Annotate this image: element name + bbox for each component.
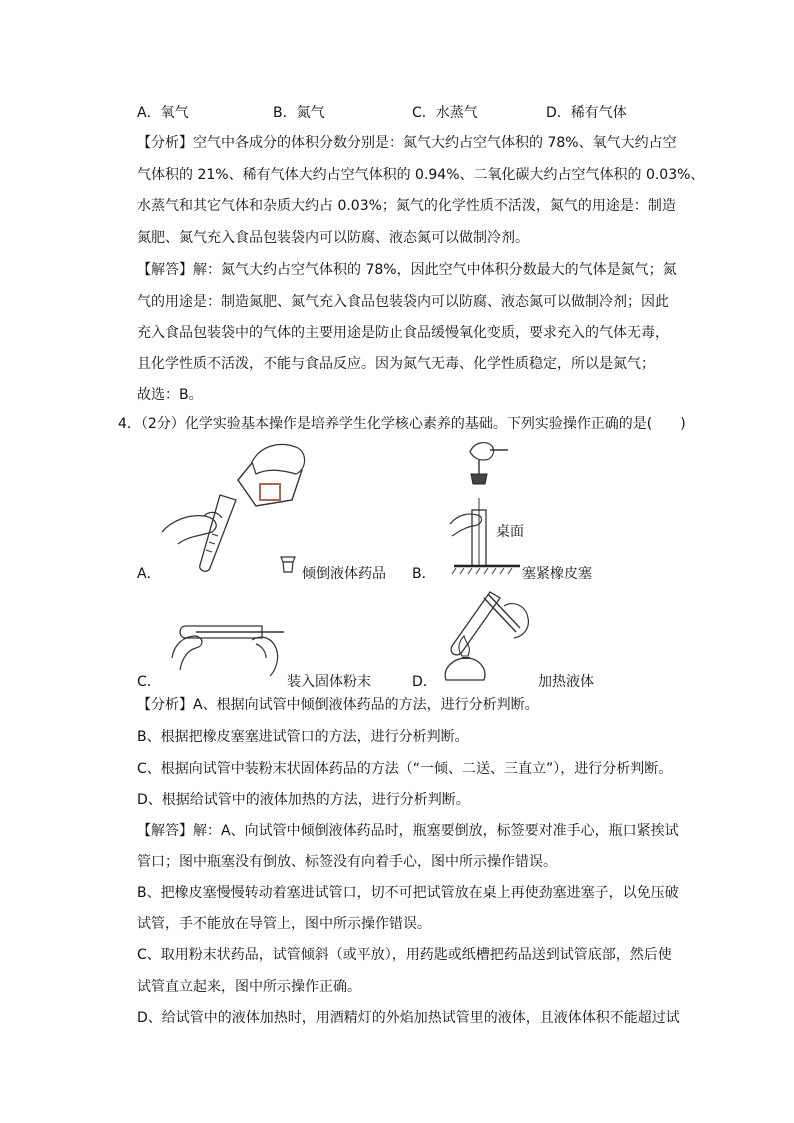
q3-option-a: A．氧气 [137, 105, 189, 121]
q3-option-c: C．水蒸气 [412, 105, 478, 121]
q4-analysis-line-4: D、根据给试管中的液体加热的方法，进行分析判断。 [137, 792, 470, 808]
q4-answer-line-3: B、把橡皮塞慢慢转动着塞进试管口，切不可把试管放在桌上再使劲塞进塞子，以免压破 [137, 885, 679, 901]
figure-b-stopper-on-desk [440, 438, 520, 576]
q3-answer-line-5: 故选：B。 [137, 387, 203, 403]
q4-answer-line-6: 试管直立起来，图中所示操作正确。 [137, 979, 361, 995]
figure-a-caption: 倾倒液体药品 [302, 566, 386, 582]
q3-answer-line-4: 且化学性质不活泼，不能与食品反应。因为氮气无毒、化学性质稳定，所以是氮气； [137, 356, 655, 372]
figure-a-letter: A． [137, 566, 161, 582]
q3-answer-line-2: 气的用途是：制造氮肥、氮气充入食品包装袋内可以防腐、液态氮可以做制冷剂；因此 [137, 294, 669, 310]
figure-d-letter: D． [412, 674, 437, 690]
q4-answer-line-2: 管口；图中瓶塞没有倒放、标签没有向着手心，图中所示操作错误。 [137, 854, 557, 870]
q4-analysis-line-1: 【分析】A、根据向试管中倾倒液体药品的方法，进行分析判断。 [137, 697, 539, 713]
q3-answer-line-1: 【解答】解：氮气大约占空气体积的 78%，因此空气中体积分数最大的气体是氮气；氮 [137, 262, 677, 278]
figure-b-desk-label: 桌面 [496, 524, 524, 540]
figure-a-stopper [278, 555, 298, 575]
q4-answer-line-1: 【解答】解：A、向试管中倾倒液体药品时，瓶塞要倒放，标签要对准手心，瓶口紧挨试 [137, 823, 679, 839]
q4-analysis-line-3: C、根据向试管中装粉末状固体药品的方法（“一倾、二送、三直立”），进行分析判断。 [137, 761, 673, 777]
q3-analysis-line-1: 【分析】空气中各成分的体积分数分别是：氮气大约占空气体积的 78%、氧气大约占空 [137, 135, 677, 151]
q4-answer-line-4: 试管，手不能放在导管上，图中所示操作错误。 [137, 916, 431, 932]
figure-d-caption: 加热液体 [538, 674, 594, 690]
figure-b-letter: B． [412, 566, 436, 582]
figure-c-letter: C． [137, 674, 161, 690]
figure-d-heating-liquid [434, 584, 534, 684]
q3-analysis-line-2: 气体积的 21%、稀有气体大约占空气体积的 0.94%、二氧化碳大约占空气体积的 0.03%、 [137, 167, 705, 183]
q4-answer-line-7: D、给试管中的液体加热时，用酒精灯的外焰加热试管里的液体，且液体体积不能超过试 [137, 1010, 680, 1026]
q3-analysis-line-3: 水蒸气和其它气体和杂质大约占 0.03%；氮气的化学性质不活泼，氮气的用途是：制造 [137, 198, 676, 214]
q3-options [0, 102, 794, 124]
q4-stem: 4．（2分）化学实验基本操作是培养学生化学核心素养的基础。下列实验操作正确的是( ) [118, 416, 686, 432]
q3-analysis-line-4: 氮肥、氮气充入食品包装袋内可以防腐、液态氮可以做制冷剂。 [137, 230, 529, 246]
q4-analysis-line-2: B、根据把橡皮塞塞进试管口的方法，进行分析判断。 [137, 729, 469, 745]
figure-c-caption: 装入固体粉末 [287, 674, 371, 690]
figure-b-caption: 塞紧橡皮塞 [522, 566, 592, 582]
figure-c-loading-powder [166, 618, 290, 678]
q3-answer-line-3: 充入食品包装袋中的气体的主要用途是防止食品缓慢氧化变质，要求充入的气体无毒， [137, 325, 669, 341]
q3-option-d: D．稀有气体 [546, 105, 627, 121]
q4-answer-line-5: C、取用粉末状药品，试管倾斜（或平放），用药匙或纸槽把药品送到试管底部，然后使 [137, 947, 672, 963]
q3-option-b: B．氮气 [273, 105, 325, 121]
